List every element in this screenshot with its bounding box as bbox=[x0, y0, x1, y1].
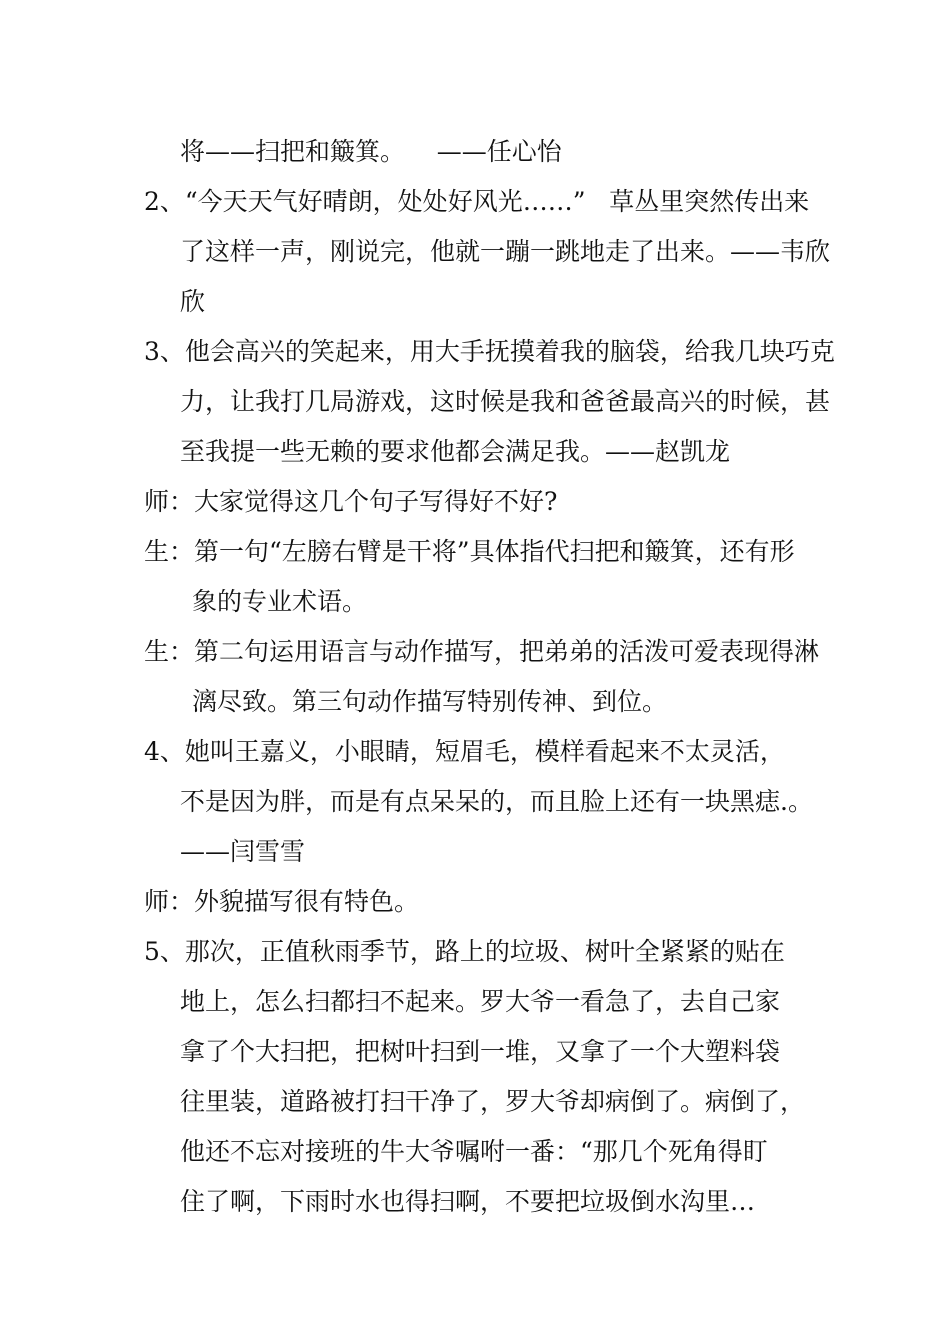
text-line: 地上，怎么扫都扫不起来。罗大爷一看急了，去自己家 bbox=[180, 987, 781, 1016]
text-line: 他还不忘对接班的牛大爷嘱咐一番：“那几个死角得盯 bbox=[180, 1137, 768, 1166]
text-line: 生：第二句运用语言与动作描写，把弟弟的活泼可爱表现得淋 bbox=[144, 637, 820, 666]
text-line: 拿了个大扫把，把树叶扫到一堆，又拿了一个大塑料袋 bbox=[180, 1037, 781, 1066]
text-line: 了这样一声，刚说完，他就一蹦一跳地走了出来。——韦欣 bbox=[180, 237, 831, 266]
text-line: 力，让我打几局游戏，这时候是我和爸爸最高兴的时候，甚 bbox=[180, 387, 831, 416]
text-line: 4、她叫王嘉义，小眼睛，短眉毛，模样看起来不太灵活， bbox=[144, 737, 785, 766]
text-line: 2、“今天天气好晴朗，处处好风光……” 草丛里突然传出来 bbox=[144, 187, 810, 216]
text-line: 至我提一些无赖的要求他都会满足我。——赵凯龙 bbox=[180, 437, 731, 466]
text-line: 将——扫把和簸箕。 ——任心怡 bbox=[180, 137, 562, 166]
text-line: 师：大家觉得这几个句子写得好不好? bbox=[144, 487, 558, 516]
text-line: 欣 bbox=[180, 287, 206, 316]
text-line: 象的专业术语。 bbox=[192, 587, 368, 616]
text-line: 5、那次，正值秋雨季节，路上的垃圾、树叶全紧紧的贴在 bbox=[144, 937, 785, 966]
text-line: 住了啊，下雨时水也得扫啊，不要把垃圾倒水沟里… bbox=[180, 1187, 756, 1216]
text-line: 往里装，道路被打扫干净了，罗大爷却病倒了。病倒了， bbox=[180, 1087, 806, 1116]
text-line: 不是因为胖，而是有点呆呆的，而且脸上还有一块黑痣.。 bbox=[180, 787, 813, 816]
text-line: 漓尽致。第三句动作描写特别传神、到位。 bbox=[192, 687, 668, 716]
text-line: ——闫雪雪 bbox=[180, 837, 306, 866]
text-line: 生：第一句“左膀右臂是干将”具体指代扫把和簸箕，还有形 bbox=[144, 537, 795, 566]
text-line: 师：外貌描写很有特色。 bbox=[144, 887, 420, 916]
text-line: 3、他会高兴的笑起来，用大手抚摸着我的脑袋，给我几块巧克 bbox=[144, 337, 835, 366]
